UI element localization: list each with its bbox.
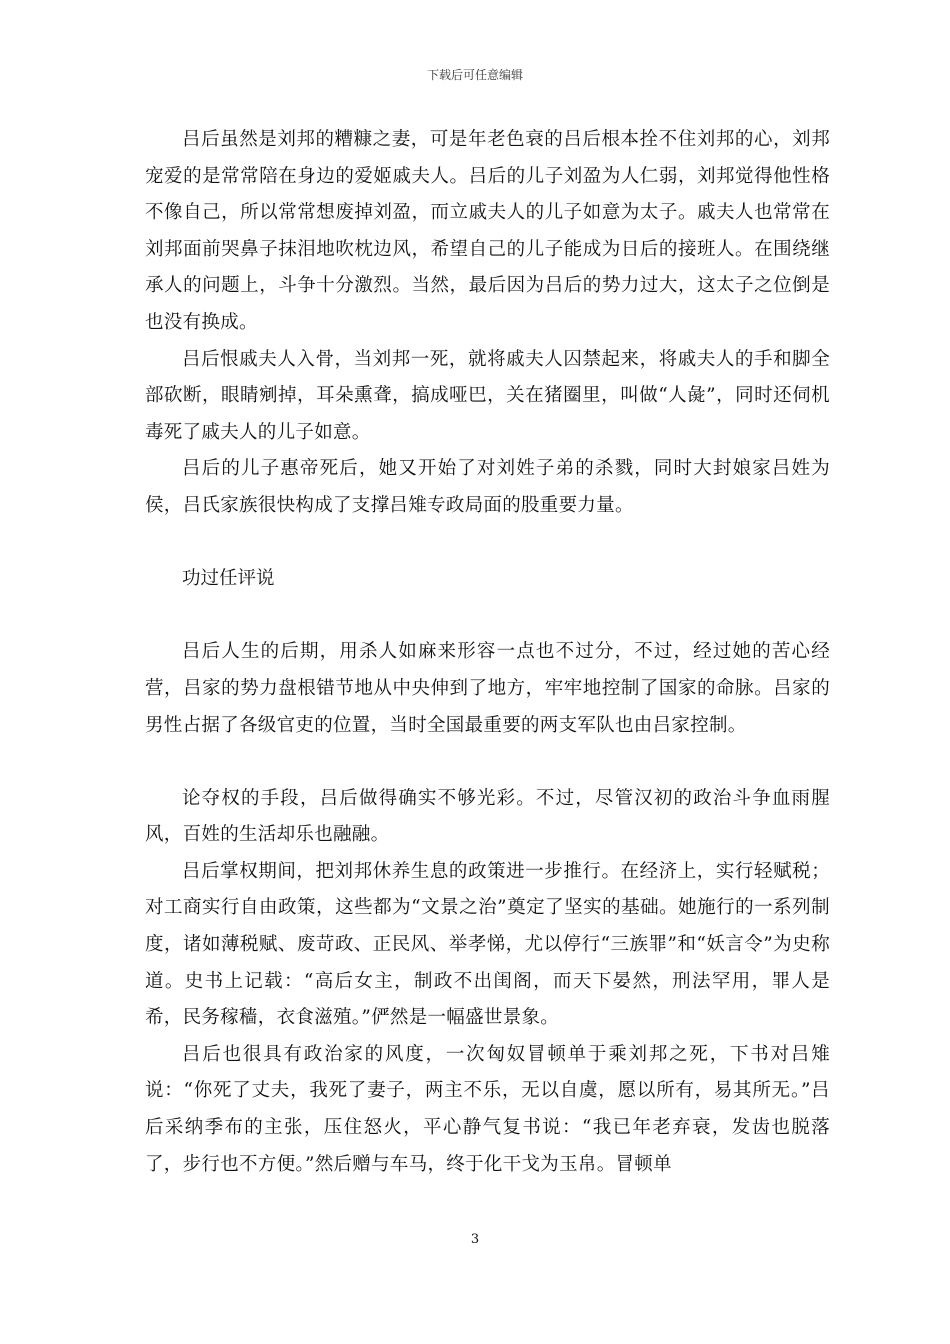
document-body <box>145 122 830 1183</box>
blank-line <box>145 744 830 781</box>
blank-line <box>145 598 830 635</box>
paragraph-7: 吕后也很具有政治家的风度，一次匈奴冒顿单于乘刘邦之死，下书对吕雉说：“你死了丈夫，我死了妻子，两主不乐，无以自虞，愿以所有，易其所无。”吕后采纳季布的主张，压住怒火，平心静气复书说：“我已年老弃衰，发齿也脱落了，步行也不方便。”然后赠与车马，终于化干戈为玉帛。冒顿单 <box>145 1043 830 1175</box>
page-number: 3 <box>470 1232 480 1247</box>
blank-line <box>145 525 830 562</box>
page-header: 下载后可任意编辑 <box>426 68 523 82</box>
paragraph-3: 吕后的儿子惠帝死后，她又开始了对刘姓子弟的杀戮，同时大封娘家吕姓为侯，吕氏家族很快构成了支撑吕雉专政局面的股重要力量。 <box>145 458 830 516</box>
section-heading: 功过任评说 <box>182 568 275 590</box>
paragraph-1: 吕后虽然是刘邦的糟糠之妻，可是年老色衰的吕后根本拴不住刘邦的心，刘邦宠爱的是常常陪在身边的爱姬戚夫人。吕后的儿子刘盈为人仁弱，刘邦觉得他性格不像自己，所以常常想废掉刘盈，而立戚夫人的儿子如意为太子。戚夫人也常常在刘邦面前哭鼻子抹泪地吹枕边风，希望自己的儿子能成为日后的接班人。在围绕继承人的问题上，斗争十分激烈。当然，最后因为吕后的势力过大，这太子之位倒是也没有换成。 <box>145 129 830 333</box>
paragraph-4: 吕后人生的后期，用杀人如麻来形容一点也不过分，不过，经过她的苦心经营，吕家的势力盘根错节地从中央伸到了地方，牢牢地控制了国家的命脉。吕家的男性占据了各级官吏的位置，当时全国最重要的两支军队也由吕家控制。 <box>145 641 830 736</box>
paragraph-2: 吕后恨戚夫人入骨，当刘邦一死，就将戚夫人囚禁起来，将戚夫人的手和脚全部砍断，眼睛剜掉，耳朵熏聋，搞成哑巴，关在猪圈里，叫做“人彘”，同时还伺机毒死了戚夫人的儿子如意。 <box>145 348 830 443</box>
paragraph-6: 吕后掌权期间，把刘邦休养生息的政策进一步推行。在经济上，实行轻赋税；对工商实行自由政策，这些都为“文景之治”奠定了坚实的基础。她施行的一系列制度，诸如薄税赋、废苛政、正民风、举孝悌，尤以停行“三族罪”和“妖言令”为史称道。史书上记载：“高后女主，制政不出闺阁，而天下晏然，刑法罕用，罪人是希，民务稼穑，衣食滋殖。”俨然是一幅盛世景象。 <box>145 860 830 1029</box>
paragraph-5: 论夺权的手段，吕后做得确实不够光彩。不过，尽管汉初的政治斗争血雨腥风，百姓的生活却乐也融融。 <box>145 787 830 846</box>
